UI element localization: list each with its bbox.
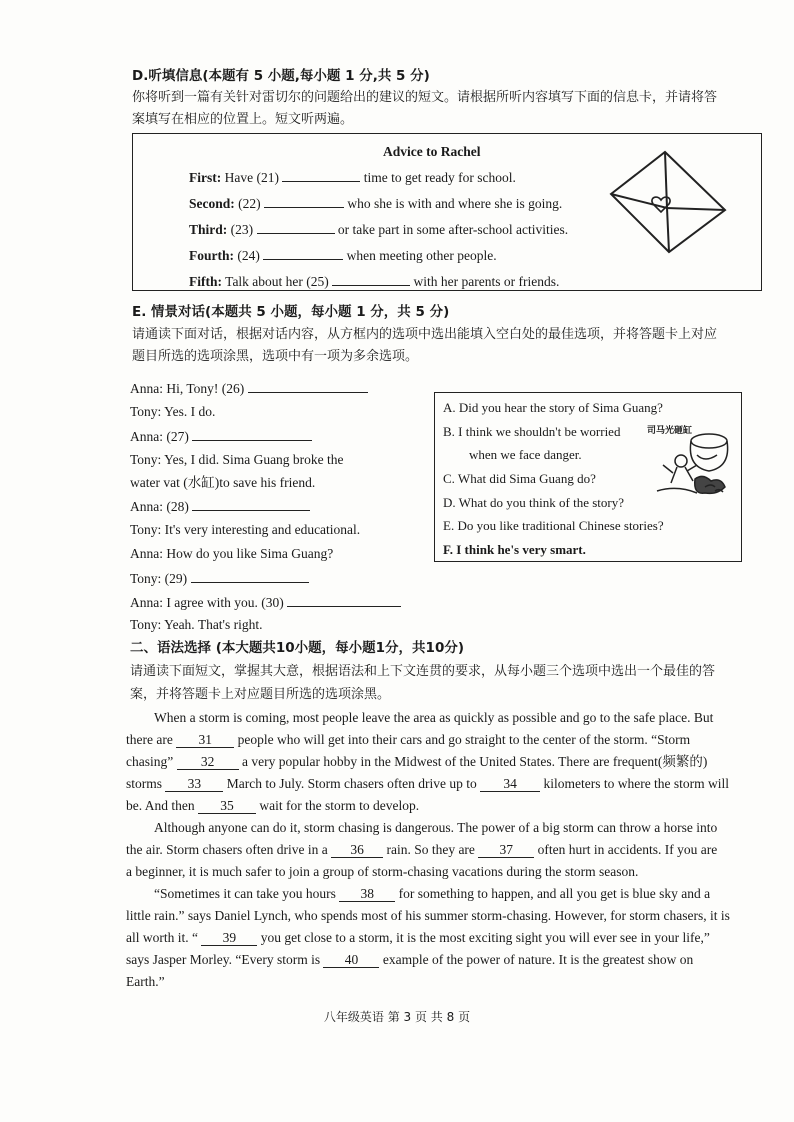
passage-line: little rain.” says Daniel Lynch, who spends most of his summer storm-chasing. However, for storm chasers, it is [126,908,730,923]
answer-blank-34[interactable]: 34 [480,777,540,792]
passage-line: When a storm is coming, most people leave the area as quickly as possible and go to the safe place. But [154,710,714,725]
advice-item: Second: (22) who she is with and where she is going. [189,193,562,214]
dialog-line: Anna: (28) [130,496,310,517]
answer-blank-39[interactable]: 39 [201,931,257,946]
option-b: B. I think we shouldn't be worried [443,424,621,439]
section-d-instruction-2: 案填写在相应的位置上。短文听两遍。 [132,112,354,127]
passage-line: Earth.” [126,974,165,989]
answer-blank-27[interactable] [192,426,312,441]
passage-line: storms 33 March to July. Storm chasers often drive up to 34 kilometers to where the storm will [126,776,730,791]
option-d: D. What do you think of the story? [443,495,625,510]
dialog-line: Anna: (27) [130,426,312,447]
option-b-continued: when we face danger. [469,447,582,462]
passage-line: Although anyone can do it, storm chasing is dangerous. The power of a big storm can throw a horse into [154,820,718,835]
water-vat-icon [647,421,737,503]
advice-item: Third: (23) or take part in some after-school activities. [189,219,568,240]
passage-line: a beginner, it is much safer to join a group of storm-chasing vacations during the storm season. [126,864,639,879]
answer-blank-24[interactable] [263,245,343,260]
illustration-caption: 司马光砸缸 [647,426,693,436]
advice-item: Fourth: (24) when meeting other people. [189,245,497,266]
advice-card [132,133,762,291]
answer-blank-37[interactable]: 37 [478,843,534,858]
dialog-line: Anna: I agree with you. (30) [130,592,401,613]
answer-blank-28[interactable] [192,496,310,511]
passage-line: the air. Storm chasers often drive in a 36 rain. So they are 37 often hurt in accidents. If you are [126,842,718,857]
answer-blank-31[interactable]: 31 [176,733,234,748]
answer-blank-38[interactable]: 38 [339,887,395,902]
section-ii-instruction-2: 案，并将答题卡上对应题目所选的选项涂黑。 [130,687,391,702]
answer-blank-22[interactable] [264,193,344,208]
answer-blank-40[interactable]: 40 [323,953,379,968]
section-e-title: E. 情景对话(本题共 5 小题，每小题 1 分，共 5 分) [132,304,450,320]
option-c: C. What did Sima Guang do? [443,471,596,486]
passage-line: be. And then 35 wait for the storm to develop. [126,798,420,813]
answer-blank-25[interactable] [332,271,410,286]
section-ii-instruction-1: 请通读下面短文，掌握其大意，根据语法和上下文连贯的要求，从每小题三个选项中选出一个最佳的答 [130,664,716,679]
section-ii-title: 二、语法选择 (本大题共10小题，每小题1分，共10分) [130,640,465,656]
option-f: F. I think he's very smart. [443,542,586,557]
option-a: A. Did you hear the story of Sima Guang? [443,400,663,415]
section-e-instruction-2: 题目所选的选项涂黑，选项中有一项为多余选项。 [132,349,419,364]
passage-line: “Sometimes it can take you hours 38 for something to happen, and all you get is blue sky and a [154,886,711,901]
sima-guang-illustration [647,421,737,503]
answer-blank-36[interactable]: 36 [331,843,383,858]
dialog-line: water vat (水缸)to save his friend. [130,475,316,490]
envelope-icon [603,148,733,258]
section-e-instruction-1: 请通读下面对话，根据对话内容，从方框内的选项中选出能填入空白处的最佳选项，并将答题卡上对应 [132,327,718,342]
answer-blank-30[interactable] [287,592,401,607]
passage-line: says Jasper Morley. “Every storm is 40 example of the power of nature. It is the greatest show on [126,952,694,967]
answer-blank-26[interactable] [248,378,368,393]
section-d-title: D.听填信息(本题有 5 小题,每小题 1 分,共 5 分) [132,68,430,84]
answer-blank-32[interactable]: 32 [177,755,239,770]
dialog-line: Tony: Yes. I do. [130,404,216,419]
dialog-line: Anna: How do you like Sima Guang? [130,546,334,561]
dialog-line: Tony: Yes, I did. Sima Guang broke the [130,452,344,467]
answer-blank-35[interactable]: 35 [198,799,256,814]
answer-blank-33[interactable]: 33 [165,777,223,792]
dialog-line: Tony: It's very interesting and educational. [130,522,361,537]
advice-item: First: Have (21) time to get ready for school. [189,167,516,188]
options-box [434,392,742,562]
advice-card-title: Advice to Rachel [383,144,481,159]
answer-blank-23[interactable] [257,219,335,234]
passage-line: there are 31 people who will get into their cars and go straight to the center of the storm. “Storm [126,732,691,747]
answer-blank-21[interactable] [282,167,360,182]
advice-item: Fifth: Talk about her (25) with her parents or friends. [189,271,559,292]
section-d-instruction-1: 你将听到一篇有关针对雷切尔的问题给出的建议的短文。请根据所听内容填写下面的信息卡，并请将答 [132,90,718,105]
dialog-line: Tony: Yeah. That's right. [130,617,263,632]
dialog-line: Tony: (29) [130,568,309,589]
dialog-line: Anna: Hi, Tony! (26) [130,378,368,399]
passage-line: all worth it. “ 39 you get close to a storm, it is the most exciting sight you will ever see in your life,” [126,930,710,945]
passage-line: chasing” 32 a very popular hobby in the Midwest of the United States. There are frequent(频繁的) [126,754,708,769]
option-e: E. Do you like traditional Chinese stories? [443,518,664,533]
answer-blank-29[interactable] [191,568,309,583]
page-footer: 八年级英语 第 3 页 共 8 页 [323,1010,471,1024]
